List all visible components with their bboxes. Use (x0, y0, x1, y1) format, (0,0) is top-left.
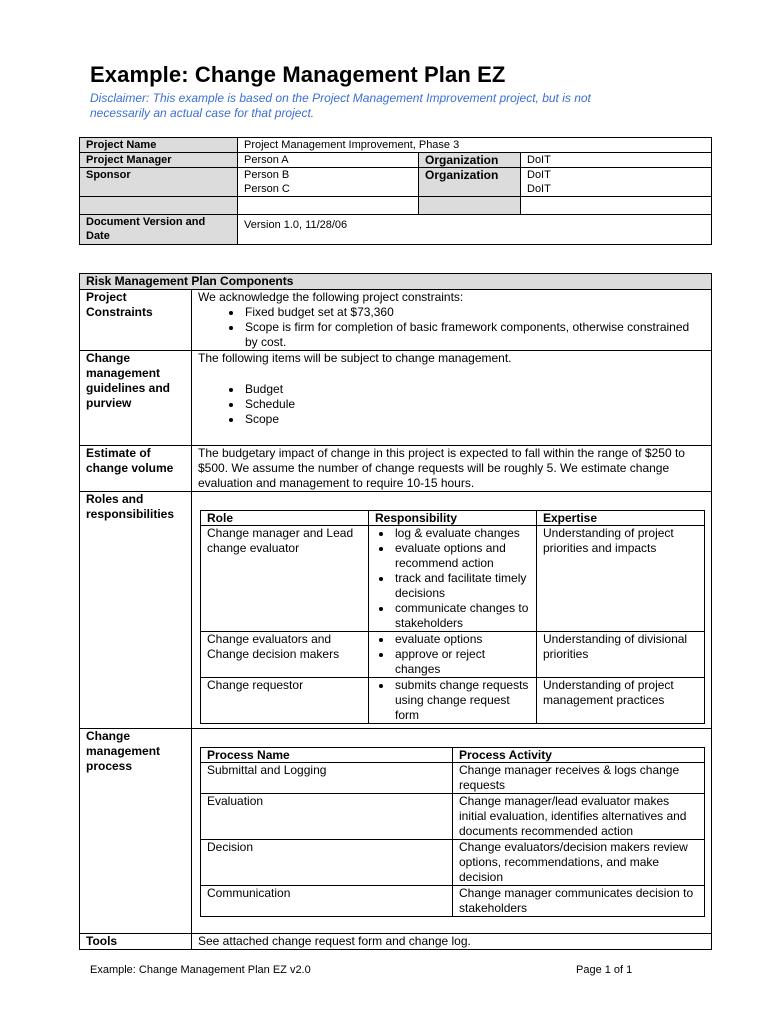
project-manager-label: Project Manager (80, 153, 238, 168)
roles-row (80, 492, 712, 729)
responsibility-list (375, 678, 530, 723)
role-header: Role (201, 511, 369, 526)
process-activity-cell: Change manager/lead evaluator makes initial evaluation, identifies alternatives and documents recommended action (453, 794, 705, 840)
project-name-row (80, 138, 712, 153)
sponsor-2: Person C (244, 183, 290, 195)
responsibility-list (375, 632, 530, 677)
roles-label: Roles and responsibilities (80, 492, 192, 729)
process-name-cell: Decision (201, 840, 453, 886)
responsibility-cell (369, 526, 537, 632)
estimate-row (80, 446, 712, 492)
role-cell: Change requestor (201, 678, 369, 724)
footer-left: Example: Change Management Plan EZ v2.0 (90, 964, 311, 976)
sponsor-organization-label: Organization (419, 168, 521, 197)
table-row (201, 526, 705, 632)
list-item: • approve or reject changes (393, 647, 530, 677)
table-row (201, 886, 705, 917)
list-item: • evaluate options (393, 632, 530, 647)
responsibility-cell (369, 632, 537, 678)
expertise-cell: Understanding of project management practices (537, 678, 705, 724)
list-item: • Scope (243, 412, 705, 427)
guidelines-row (80, 351, 712, 446)
table-row (201, 632, 705, 678)
list-item: • log & evaluate changes (393, 526, 530, 541)
process-activity-cell: Change evaluators/decision makers review options, recommendations, and make decision (453, 840, 705, 886)
risk-plan-header: Risk Management Plan Components (80, 274, 712, 290)
role-cell: Change evaluators and Change decision makers (201, 632, 369, 678)
empty-org-cell (521, 197, 712, 215)
process-activity-cell: Change manager communicates decision to stakeholders (453, 886, 705, 917)
role-cell: Change manager and Lead change evaluator (201, 526, 369, 632)
estimate-label: Estimate of change volume (80, 446, 192, 492)
sponsor-1: Person B (244, 169, 290, 181)
process-row (80, 729, 712, 934)
process-header-row (201, 748, 705, 763)
list-item: • Budget (243, 382, 705, 397)
sponsor-org-1: DoIT (527, 169, 551, 181)
list-item: • track and facilitate timely decisions (393, 571, 530, 601)
project-info-table (79, 137, 712, 245)
sponsor-value (238, 168, 419, 197)
process-name-cell: Communication (201, 886, 453, 917)
empty-row (80, 197, 712, 215)
sponsor-row (80, 168, 712, 197)
guidelines-intro: The following items will be subject to change management. (198, 351, 512, 365)
list-item: • submits change requests using change request form (393, 678, 530, 723)
sponsor-organization-value (521, 168, 712, 197)
process-activity-header: Process Activity (453, 748, 705, 763)
footer-right: Page 1 of 1 (576, 964, 633, 976)
process-name-cell: Evaluation (201, 794, 453, 840)
empty-label (80, 197, 238, 215)
guidelines-content (192, 351, 712, 446)
process-name-cell: Submittal and Logging (201, 763, 453, 794)
responsibility-list (375, 526, 530, 631)
constraints-list (198, 305, 705, 350)
tools-row (80, 934, 712, 950)
table-row (201, 840, 705, 886)
tools-label: Tools (80, 934, 192, 950)
process-table (200, 747, 705, 917)
process-activity-cell: Change manager receives & logs change requests (453, 763, 705, 794)
table-row (201, 794, 705, 840)
doc-version-row (80, 215, 712, 245)
guidelines-label: Change management guidelines and purview (80, 351, 192, 446)
constraints-row (80, 290, 712, 351)
expertise-cell: Understanding of divisional priorities (537, 632, 705, 678)
estimate-text: The budgetary impact of change in this project is expected to fall within the range of $250 to $500. We assume the number of change requests will be roughly 5. We estimate change evaluation and management to require 10-15 hours. (192, 446, 712, 492)
empty-org-label (419, 197, 521, 215)
responsibility-cell (369, 678, 537, 724)
constraints-label: Project Constraints (80, 290, 192, 351)
table-row (201, 763, 705, 794)
expertise-header: Expertise (537, 511, 705, 526)
expertise-cell: Understanding of project priorities and impacts (537, 526, 705, 632)
guidelines-list (198, 382, 705, 427)
process-content (192, 729, 712, 934)
project-manager-row (80, 153, 712, 168)
empty-cell (238, 197, 419, 215)
roles-table (200, 510, 705, 724)
project-name-value: Project Management Improvement, Phase 3 (238, 138, 712, 153)
disclaimer: Disclaimer: This example is based on the Project Management Improvement project, but is not necessarily an actual case for that project. (90, 91, 591, 120)
roles-header-row (201, 511, 705, 526)
process-name-header: Process Name (201, 748, 453, 763)
table-row (201, 678, 705, 724)
sponsor-label: Sponsor (80, 168, 238, 197)
risk-plan-table (79, 273, 712, 950)
pm-organization-value: DoIT (521, 153, 712, 168)
process-label: Change management process (80, 729, 192, 934)
project-manager-value: Person A (238, 153, 419, 168)
pm-organization-label: Organization (419, 153, 521, 168)
doc-version-value: Version 1.0, 11/28/06 (238, 215, 712, 245)
constraints-intro: We acknowledge the following project constraints: (198, 290, 464, 304)
list-item: • communicate changes to stakeholders (393, 601, 530, 631)
list-item: • Scope is firm for completion of basic framework components, otherwise constrained by cost. (243, 320, 705, 350)
responsibility-header: Responsibility (369, 511, 537, 526)
project-name-label: Project Name (80, 138, 238, 153)
list-item: • Fixed budget set at $73,360 (243, 305, 705, 320)
list-item: • Schedule (243, 397, 705, 412)
constraints-content (192, 290, 712, 351)
doc-version-label: Document Version and Date (80, 215, 238, 245)
tools-text: See attached change request form and change log. (192, 934, 712, 950)
page-title: Example: Change Management Plan EZ (90, 62, 506, 87)
sponsor-org-2: DoIT (527, 183, 551, 195)
roles-content (192, 492, 712, 729)
list-item: • evaluate options and recommend action (393, 541, 530, 571)
